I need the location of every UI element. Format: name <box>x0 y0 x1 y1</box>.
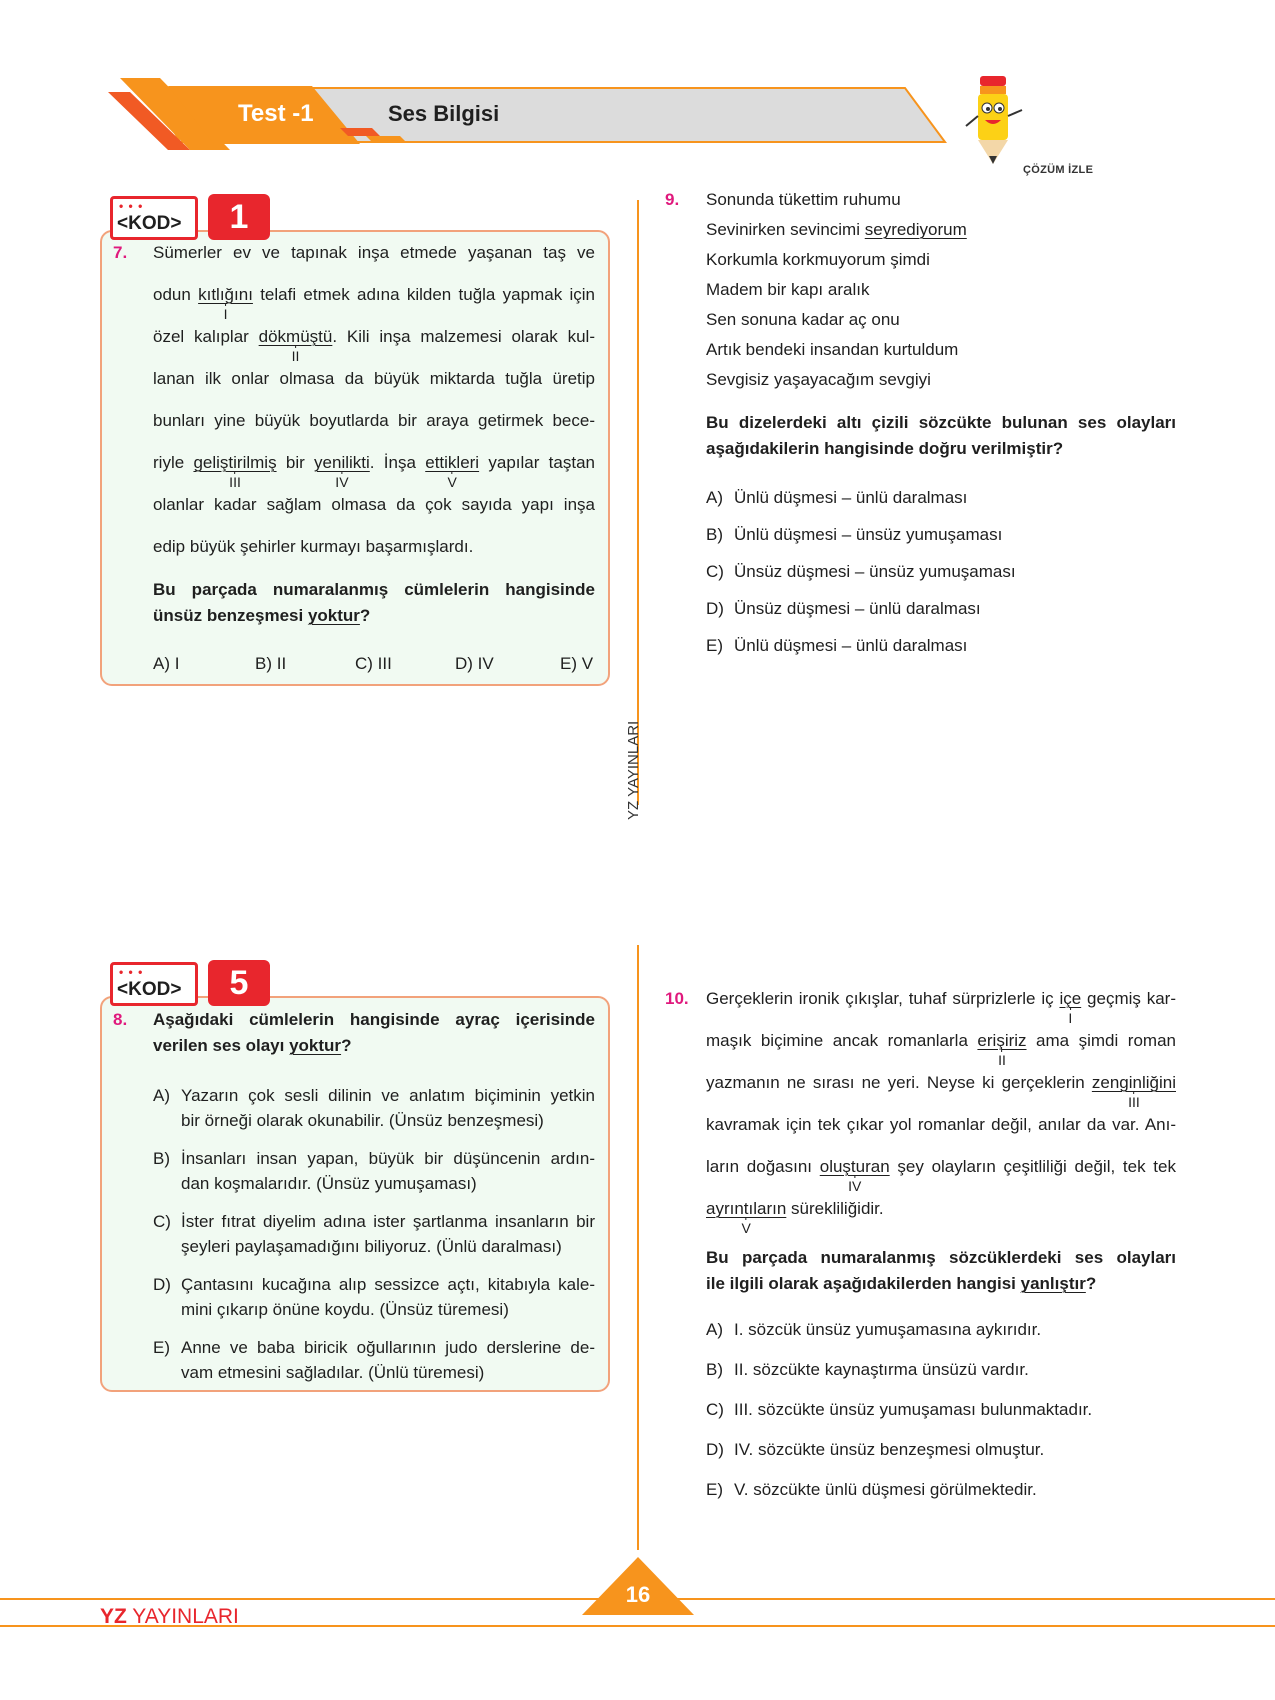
option-a[interactable]: A) I. sözcük ünsüz yumuşamasına aykırıdır. <box>706 1320 1042 1339</box>
passage-line: olanlar kadar sağlam olmasa da çok sayıda yapı inşa <box>153 495 595 514</box>
kod-number: 1 <box>208 194 270 240</box>
poem-line: Sen sonuna kadar aç onu <box>706 310 900 329</box>
question-number: 10. <box>665 989 689 1008</box>
kod-badge[interactable]: • • • <KOD> <box>110 196 198 240</box>
footer-brand: YZ YAYINLARI <box>100 1605 239 1628</box>
question-stem: Bu parçada numaralanmış sözcüklerdeki ses olayları <box>706 1248 1176 1267</box>
poem-line: Sevinirken sevincimi seyrediyorum <box>706 220 967 239</box>
option-c[interactable]: C) III <box>355 654 392 673</box>
test-label: Test -1 <box>238 100 314 127</box>
passage-line: özel kalıplar dökmüştü II . Kili inşa malzemesi olarak kul- <box>153 327 595 364</box>
question-number: 8. <box>113 1010 128 1029</box>
topic-title: Ses Bilgisi <box>388 101 500 126</box>
kod-badge[interactable]: • • • <KOD> <box>110 962 198 1006</box>
question-stem: verilen ses olayı yoktur? <box>153 1036 352 1055</box>
poem-line: Korkumla korkmuyorum şimdi <box>706 250 930 269</box>
option-d[interactable]: D) Ünsüz düşmesi – ünlü daralması <box>706 599 981 618</box>
option-b[interactable]: B) II <box>255 654 287 673</box>
question-stem: Bu dizelerdeki altı çizili sözcükte bulunan ses olayları <box>706 413 1176 432</box>
question-number: 7. <box>113 243 128 262</box>
header-banner <box>0 70 1275 170</box>
passage-line: yazmanın ne sırası ne yeri. Neyse ki gerçeklerin zenginliğini III <box>706 1073 1176 1110</box>
poem-line: Sonunda tükettim ruhumu <box>706 190 901 209</box>
kod-number: 5 <box>208 960 270 1006</box>
option-c[interactable]: C) Ünsüz düşmesi – ünsüz yumuşaması <box>706 562 1016 581</box>
option-b[interactable]: B) Ünlü düşmesi – ünsüz yumuşaması <box>706 525 1003 544</box>
option-d[interactable]: D) Çantasını kucağına alıp sessizce açtı, kitabıyla kale- mini çıkarıp önüne koydu. (Ünsüz türemesi) <box>153 1275 595 1319</box>
option-d[interactable]: D) IV <box>455 654 494 673</box>
option-e[interactable]: E) Ünlü düşmesi – ünlü daralması <box>706 636 968 655</box>
passage-line: lanan ilk onlar olmasa da büyük miktarda tuğla üretip <box>153 369 595 388</box>
poem-line: Madem bir kapı aralık <box>706 280 870 299</box>
solution-link[interactable]: ÇÖZÜM İZLE <box>1023 164 1094 176</box>
question-stem: Bu parçada numaralanmış cümlelerin hangisinde <box>153 580 595 599</box>
question-stem: ile ilgili olarak aşağıdakilerden hangisi yanlıştır? <box>706 1274 1097 1293</box>
pencil-mascot-icon[interactable] <box>960 72 1030 172</box>
option-a[interactable]: A) I <box>153 654 180 673</box>
option-b[interactable]: B) II. sözcükte kaynaştırma ünsüzü vardır. <box>706 1360 1029 1379</box>
side-publisher: YZ YAYINLARI <box>625 720 642 820</box>
kod-label: <KOD> <box>117 213 182 234</box>
option-b[interactable]: B) İnsanları insan yapan, büyük bir düşüncenin ardın- dan koşmalarıdır. (Ünsüz yumuşaması) <box>153 1149 595 1193</box>
option-e[interactable]: E) V <box>560 654 594 673</box>
passage-line: edip büyük şehirler kurmayı başarmışlardı. <box>153 537 474 556</box>
passage-line: ayrıntıların V sürekliliğidir. <box>706 1199 884 1236</box>
kod-label: <KOD> <box>117 979 182 1000</box>
option-e[interactable]: E) V. sözcükte ünlü düşmesi görülmektedir. <box>706 1480 1037 1499</box>
option-a[interactable]: A) Ünlü düşmesi – ünlü daralması <box>706 488 968 507</box>
poem-line: Artık bendeki insandan kurtuldum <box>706 340 959 359</box>
question-stem: Aşağıdaki cümlelerin hangisinde ayraç içerisinde <box>153 1010 595 1029</box>
question-stem: aşağıdakilerin hangisinde doğru verilmiştir? <box>706 439 1064 458</box>
option-a[interactable]: A) Yazarın çok sesli dilinin ve anlatım biçiminin yetkin bir örneği olarak okunabilir. (Ünsüz benzeşmesi) <box>153 1086 595 1130</box>
option-d[interactable]: D) IV. sözcükte ünsüz benzeşmesi olmuştur. <box>706 1440 1045 1459</box>
page-number: 16 <box>625 1582 651 1607</box>
option-c[interactable]: C) İster fıtrat diyelim adına ister şartlanma insanların bir şeyleri paylaşamadığını biliyoruz. (Ünlü daralması) <box>153 1212 595 1256</box>
passage-line: Sümerler ev ve tapınak inşa etmede yaşanan taş ve <box>153 243 595 262</box>
passage-line: riyle geliştirilmiş III bir yenilikti IV . İnşa ettikleri V yapılar taştan <box>153 453 595 490</box>
passage-line: bunları yine büyük boyutlarda bir araya getirmek bece- <box>153 411 595 430</box>
question-number: 9. <box>665 190 680 209</box>
question-stem: ünsüz benzeşmesi yoktur? <box>153 606 371 625</box>
passage-line: maşık biçimine ancak romanlarla erişiriz II ama şimdi roman <box>706 1031 1176 1068</box>
option-e[interactable]: E) Anne ve baba biricik oğullarının judo derslerine de- vam etmesini sağladılar. (Ünlü türemesi) <box>153 1338 595 1382</box>
passage-line: Gerçeklerin ironik çıkışlar, tuhaf sürprizlerle iç içe I geçmiş kar- <box>706 989 1176 1026</box>
passage-line: kavramak için tek çıkar yol romanlar değil, anılar da var. Anı- <box>706 1115 1176 1134</box>
passage-line: odun kıtlığını I telafi etmek adına kilden tuğla yapmak için <box>153 285 595 322</box>
poem-line: Sevgisiz yaşayacağım sevgiyi <box>706 370 931 389</box>
option-c[interactable]: C) III. sözcükte ünsüz yumuşaması bulunmaktadır. <box>706 1400 1093 1419</box>
passage-line: ların doğasını oluşturan IV şey olayların çeşitliliği değil, tek tek <box>706 1157 1176 1194</box>
